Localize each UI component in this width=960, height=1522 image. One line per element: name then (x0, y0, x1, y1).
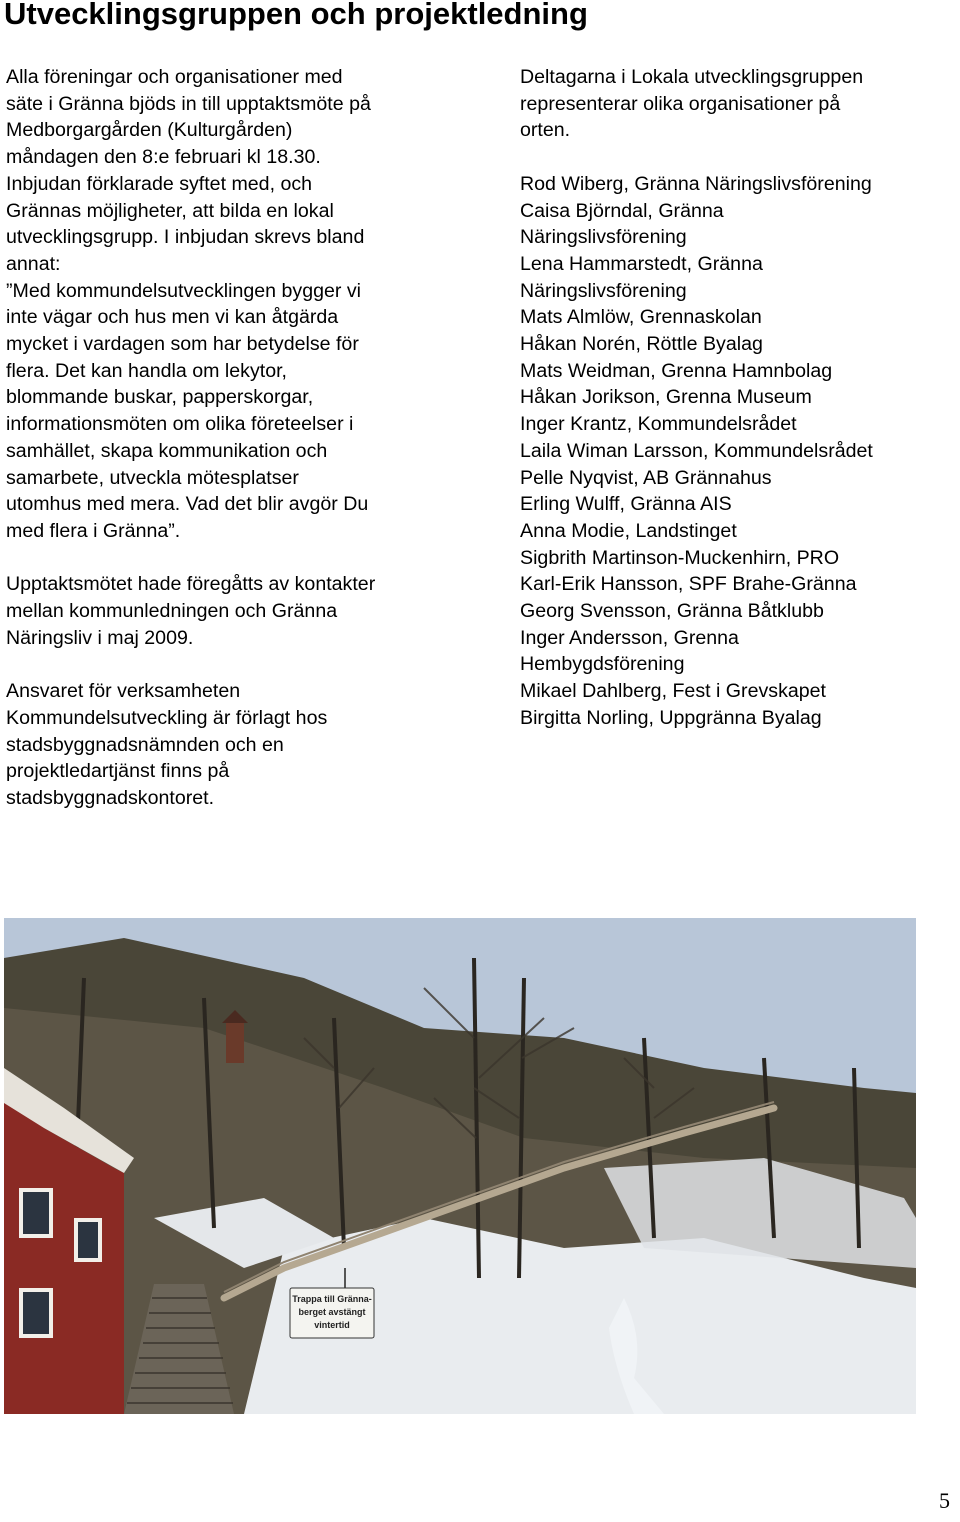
text-line: Caisa Björndal, Gränna (520, 199, 724, 222)
text-line: flera. Det kan handla om lekytor, (6, 359, 287, 382)
text-line: säte i Gränna bjöds in till upptaktsmöte på (6, 92, 371, 115)
sign-text-line3: vintertid (314, 1320, 350, 1330)
text-line: Pelle Nyqvist, AB Grännahus (520, 466, 772, 489)
text-line: Medborgargården (Kulturgården) (6, 119, 293, 142)
left-column (6, 64, 476, 838)
text-line: Rod Wiberg, Gränna Näringslivsförening (520, 172, 872, 195)
prior-contacts-paragraph (6, 571, 476, 651)
page-title: Utvecklingsgruppen och projektledning (4, 0, 588, 31)
text-line: Håkan Norén, Röttle Byalag (520, 333, 763, 356)
text-line: Birgitta Norling, Uppgränna Byalag (520, 706, 822, 729)
text-line: Kommundelsutveckling är förlagt hos (6, 706, 328, 729)
text-line: mellan kommunledningen och Gränna (6, 600, 338, 623)
text-line: Deltagarna i Lokala utvecklingsgruppen (520, 66, 864, 88)
text-line: Lena Hammarstedt, Gränna (520, 252, 763, 275)
text-line: Karl-Erik Hansson, SPF Brahe-Gränna (520, 573, 857, 596)
text-line: Ansvaret för verksamheten (6, 680, 241, 703)
text-line: Georg Svensson, Gränna Båtklubb (520, 600, 824, 623)
text-line: projektledartjänst finns på (6, 760, 230, 783)
text-line: utvecklingsgrupp. I inbjudan skrevs bland (6, 226, 365, 249)
text-line: ”Med kommundelsutvecklingen bygger vi (6, 279, 362, 302)
member-list (520, 171, 955, 732)
right-column (520, 64, 955, 758)
text-line: representerar olika organisationer på (520, 92, 841, 115)
text-line: Inger Krantz, Kommundelsrådet (520, 413, 797, 436)
text-line: Inger Andersson, Grenna (520, 626, 739, 649)
page-number: 5 (939, 1488, 950, 1513)
text-line: Mats Almlöw, Grennaskolan (520, 306, 762, 329)
stairs-photo (4, 918, 916, 1414)
text-line: Alla föreningar och organisationer med (6, 66, 343, 88)
sign-text-line2: berget avstängt (298, 1307, 366, 1317)
text-line: inte vägar och hus men vi kan åtgärda (6, 306, 339, 329)
text-line: Sigbrith Martinson-Muckenhirn, PRO (520, 546, 840, 569)
text-line: Grännas möjligheter, att bilda en lokal (6, 199, 334, 222)
text-line: blommande buskar, papperskorgar, (6, 386, 314, 409)
text-line: samarbete, utveckla mötesplatser (6, 466, 299, 489)
responsibility-paragraph (6, 678, 476, 812)
text-line: informationsmöten om olika företeelser i (6, 413, 354, 436)
text-line: måndagen den 8:e februari kl 18.30. (6, 146, 321, 169)
text-line: annat: (6, 252, 61, 275)
participants-intro (520, 64, 955, 144)
invitation-paragraph (6, 64, 476, 545)
text-line: med flera i Gränna”. (6, 519, 181, 542)
sign-text-line1: Trappa till Gränna- (292, 1294, 372, 1304)
text-line: Erling Wulff, Gränna AIS (520, 493, 732, 516)
text-line: Upptaktsmötet hade föregåtts av kontakter (6, 573, 376, 596)
text-line: Laila Wiman Larsson, Kommundelsrådet (520, 439, 873, 462)
text-line: mycket i vardagen som har betydelse för (6, 333, 359, 356)
text-line: Mikael Dahlberg, Fest i Grevskapet (520, 680, 826, 703)
text-line: Anna Modie, Landstinget (520, 519, 737, 542)
text-line: orten. (520, 119, 571, 142)
text-line: Näringslivsförening (520, 279, 687, 302)
text-line: stadsbyggnadskontoret. (6, 786, 215, 809)
text-line: samhället, skapa kommunikation och (6, 439, 328, 462)
text-line: Håkan Jorikson, Grenna Museum (520, 386, 812, 409)
text-line: Inbjudan förklarade syftet med, och (6, 172, 313, 195)
text-line: stadsbyggnadsnämnden och en (6, 733, 284, 756)
text-line: utomhus med mera. Vad det blir avgör Du (6, 493, 369, 516)
text-line: Näringsliv i maj 2009. (6, 626, 194, 649)
text-line: Hembygdsförening (520, 653, 685, 676)
text-line: Mats Weidman, Grenna Hamnbolag (520, 359, 833, 382)
text-line: Näringslivsförening (520, 226, 687, 249)
